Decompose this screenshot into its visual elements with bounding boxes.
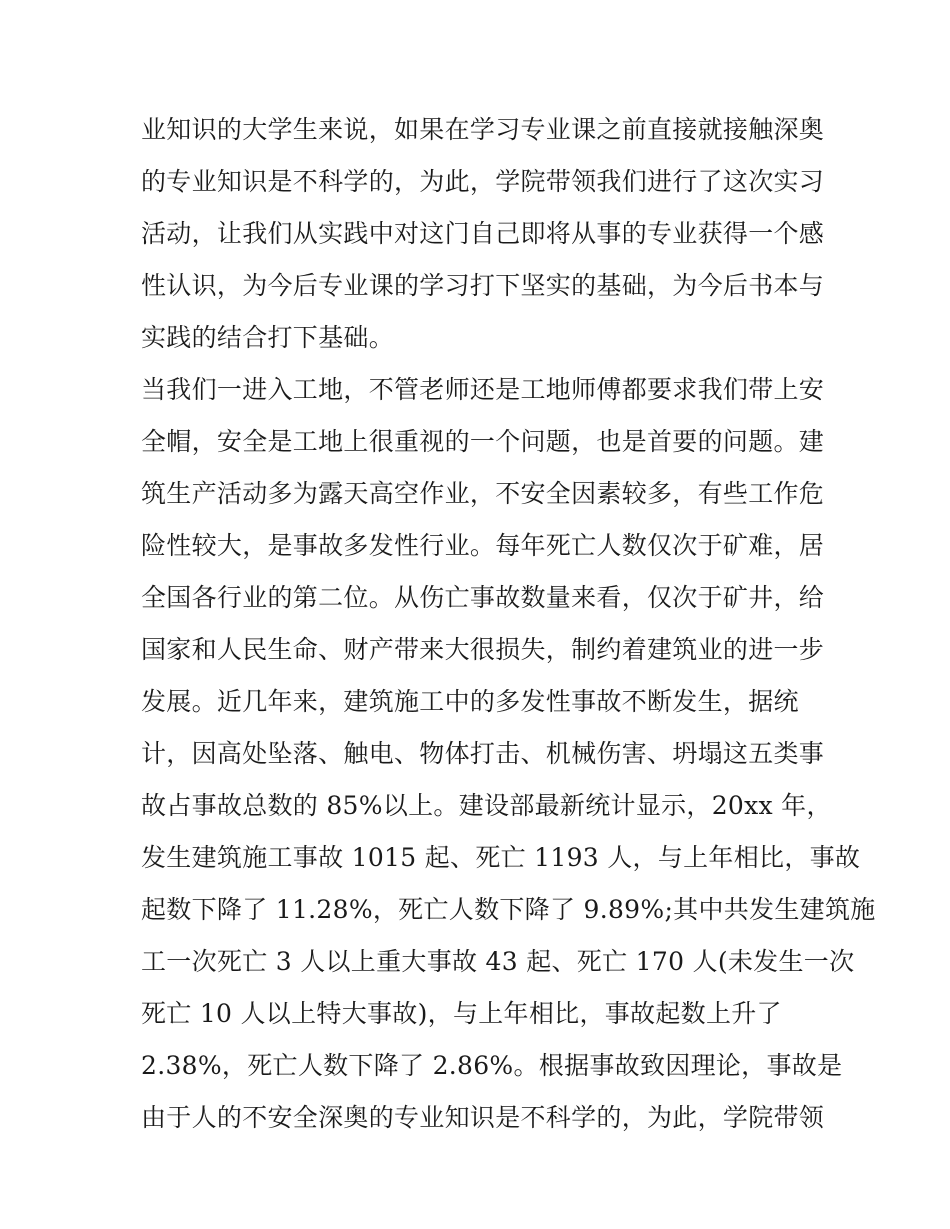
text-line: 全国各行业的第二位。从伤亡事故数量来看，仅次于矿井，给 xyxy=(141,583,825,612)
text-line: 工一次死亡 3 人以上重大事故 43 起、死亡 170 人(未发生一次 xyxy=(141,947,855,976)
text-line: 死亡 10 人以上特大事故)，与上年相比，事故起数上升了 xyxy=(141,999,782,1028)
text-line: 业知识的大学生来说，如果在学习专业课之前直接就接触深奥 xyxy=(141,115,825,144)
text-line: 由于人的不安全深奥的专业知识是不科学的，为此，学院带领 xyxy=(141,1103,825,1132)
text-line: 发生建筑施工事故 1015 起、死亡 1193 人，与上年相比，事故 xyxy=(141,843,861,872)
text-line: 2.38%，死亡人数下降了 2.86%。根据事故致因理论，事故是 xyxy=(141,1051,843,1080)
text-line: 计，因高处坠落、触电、物体打击、机械伤害、坍塌这五类事 xyxy=(141,739,825,768)
text-line: 活动，让我们从实践中对这门自己即将从事的专业获得一个感 xyxy=(141,219,825,248)
text-line: 全帽，安全是工地上很重视的一个问题，也是首要的问题。建 xyxy=(141,427,825,456)
text-line: 险性较大，是事故多发性行业。每年死亡人数仅次于矿难，居 xyxy=(141,531,825,560)
text-line: 筑生产活动多为露天高空作业，不安全因素较多，有些工作危 xyxy=(141,479,825,508)
text-line: 性认识，为今后专业课的学习打下坚实的基础，为今后书本与 xyxy=(141,271,825,300)
text-line: 起数下降了 11.28%，死亡人数下降了 9.89%;其中共发生建筑施 xyxy=(141,895,876,924)
body-text xyxy=(141,104,876,1144)
text-line: 故占事故总数的 85%以上。建设部最新统计显示，20xx 年， xyxy=(141,791,832,820)
text-line: 的专业知识是不科学的，为此，学院带领我们进行了这次实习 xyxy=(141,167,825,196)
text-line: 国家和人民生命、财产带来大很损失，制约着建筑业的进一步 xyxy=(141,635,825,664)
text-line: 当我们一进入工地，不管老师还是工地师傅都要求我们带上安 xyxy=(141,375,825,404)
text-line: 实践的结合打下基础。 xyxy=(141,323,395,352)
text-line: 发展。近几年来，建筑施工中的多发性事故不断发生，据统 xyxy=(141,687,799,716)
